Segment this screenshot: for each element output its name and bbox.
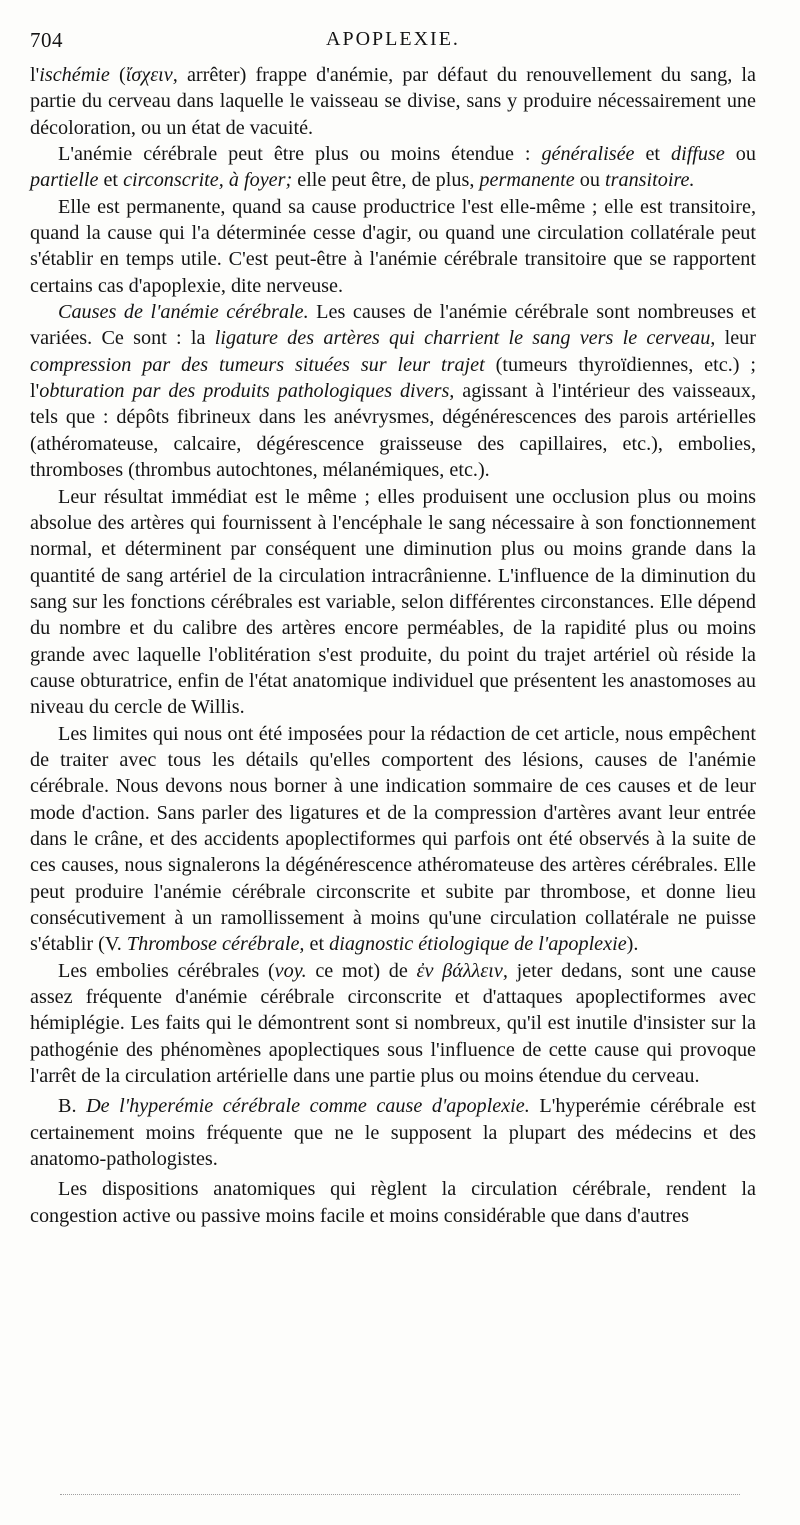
greek-word: ἴσχειν, [125, 64, 178, 86]
body-text [30, 62, 756, 1229]
italic-heading: Causes de l'anémie cérébrale. [58, 301, 309, 324]
text-span: L'anémie cérébrale peut être plus ou moins étendue : [58, 143, 542, 166]
text-span: et [304, 933, 330, 956]
text-span: Leur résultat immédiat est le même ; elles produisent une occlusion plus ou moins absolue des artères qui fournissent à l'encéphale le sang nécessaire à son fonctionnement normal, et déterminent par conséquent une diminution plus ou moins grande dans la quantité de sang artériel de la circulation intracrânienne. L'influence de la diminution du sang sur les fonctions cérébrales est variable, selon différentes circonstances. Elle dépend du nombre et du calibre des artères encore perméables, de la rapidité plus ou moins grande avec laquelle l'oblitération s'est produite, du point du trajet artériel où réside la cause obturatrice, enfin de l'état anatomique individuel que présentent les anastomoses au niveau du cercle de Willis. [30, 485, 756, 719]
page-header [30, 28, 756, 58]
text-span: arrêter) frappe d'anémie, par défaut du renouvellement du sang, la partie du cerveau dans laquelle le vaisseau se divise, sans y produire nécessairement une décoloration, ou un état de vacuité. [30, 64, 756, 139]
text-span: elle peut être, de plus, [292, 169, 480, 192]
text-span: ou [574, 169, 606, 192]
italic-term: diffuse [671, 143, 725, 166]
italic-term: partielle [30, 169, 99, 192]
text-span: Elle est permanente, quand sa cause productrice l'est elle-même ; elle est transitoire, quand la cause qui l'a déterminée cesse d'agir, ou quand une circulation collatérale peut s'établir en temps utile. C'est peut-être à l'anémie cérébrale transitoire que se rapportent certains cas d'apoplexie, dite nerveuse. [30, 195, 756, 297]
italic-term: diagnostic étiologique de l'apoplexie [329, 933, 627, 956]
italic-term: circonscrite, à foyer; [123, 169, 293, 192]
text-span: L'hyperémie cérébrale est certainement moins fréquente que ne le supposent la plupart des médecins et des anatomo-pathologistes. [30, 1095, 757, 1171]
paragraph-resultat [30, 484, 756, 721]
text-span: Les embolies cérébrales ( [58, 959, 275, 982]
italic-term: compression par des tumeurs situées sur leur trajet [30, 353, 485, 376]
text-span: Les limites qui nous ont été imposées pour la rédaction de cet article, nous empêchent de traiter avec tous les détails qu'elles comportent des lésions, causes de l'anémie cérébrale. Nous devons nous borner à une indication sommaire de ces causes et de leur mode d'action. Sans parler des ligatures et de la compression d'artères avant leur entrée dans le crâne, et des accidents apoplectiformes qui parfois ont été observés à la suite de ces causes, nous signalerons la dégénérescence athéromateuse des artères cérébrales. Elle peut produire l'anémie cérébrale circonscrite et subite par thrombose, et donne lieu consécutivement à un ramollissement à moins qu'une circulation collatérale ne puisse s'établir (V. [30, 722, 756, 956]
italic-term: permanente [479, 169, 575, 192]
italic-term: voy. [274, 959, 307, 982]
greek-word: ἐν βάλλειν, [416, 959, 508, 982]
text-span: et [634, 143, 671, 166]
text-span: ( [109, 64, 126, 86]
paragraph-limites [30, 721, 756, 958]
text-span: jeter dedans, sont une cause assez fréquente d'anémie cérébrale circonscrite et d'attaques apoplectiformes avec hémiplégie. Les faits qui le démontrent sont si nombreux, qu'il est inutile d'insister sur la pathogénie des phénomènes apoplectiques sous l'influence de cette cause qui provoque l'arrêt de la circulation artérielle dans une partie plus ou moins étendue du cerveau. [30, 959, 756, 1088]
text-span: l' [30, 64, 40, 86]
running-head: APOPLEXIE. [326, 28, 460, 50]
text-span: ce mot) de [306, 959, 417, 982]
text-span: ). [626, 933, 639, 956]
paragraph-embolies [30, 958, 756, 1090]
italic-term: ischémie [39, 64, 110, 86]
italic-term: Thrombose cérébrale, [126, 933, 305, 956]
paragraph-ischemie [30, 62, 756, 141]
paragraph-dispositions [30, 1176, 756, 1229]
text-span: ou [724, 143, 756, 166]
page-number: 704 [30, 28, 63, 52]
text-span: agissant à l'intérieur des vaisseaux, tels que : dépôts fibrineux dans les anévrysmes, dégénérescences des parois artérielles (athéromateuse, calcaire, dégérescence graisseuse des capillaires, etc.), embolies, thromboses (thrombus autochtones, mélanémiques, etc.). [30, 380, 756, 482]
section-letter: B. [58, 1095, 87, 1118]
paragraph-causes [30, 299, 756, 483]
italic-term: généralisée [541, 143, 635, 166]
text-span: leur [715, 327, 757, 350]
text-span: Les causes de l'anémie cérébrale sont nombreuses et variées. Ce sont : la [30, 301, 756, 350]
paragraph-permanente [30, 194, 756, 299]
italic-term: transitoire. [605, 169, 695, 192]
paragraph-anemie-etendue [30, 141, 756, 194]
paragraph-hyperemie [30, 1093, 756, 1172]
italic-term: obturation par des produits pathologiques divers, [39, 380, 455, 403]
text-span: Les dispositions anatomiques qui règlent la circulation cérébrale, rendent la congestion active ou passive moins facile et moins considérable que dans d'autres [30, 1178, 756, 1227]
italic-heading: De l'hyperémie cérébrale comme cause d'apoplexie. [86, 1095, 530, 1118]
italic-term: ligature des artères qui charrient le sang vers le cerveau, [214, 327, 716, 350]
footer-dotted-rule [60, 1494, 740, 1495]
text-span: et [98, 169, 124, 192]
text-span: (tumeurs thyroïdiennes, etc.) ; l' [30, 353, 757, 403]
